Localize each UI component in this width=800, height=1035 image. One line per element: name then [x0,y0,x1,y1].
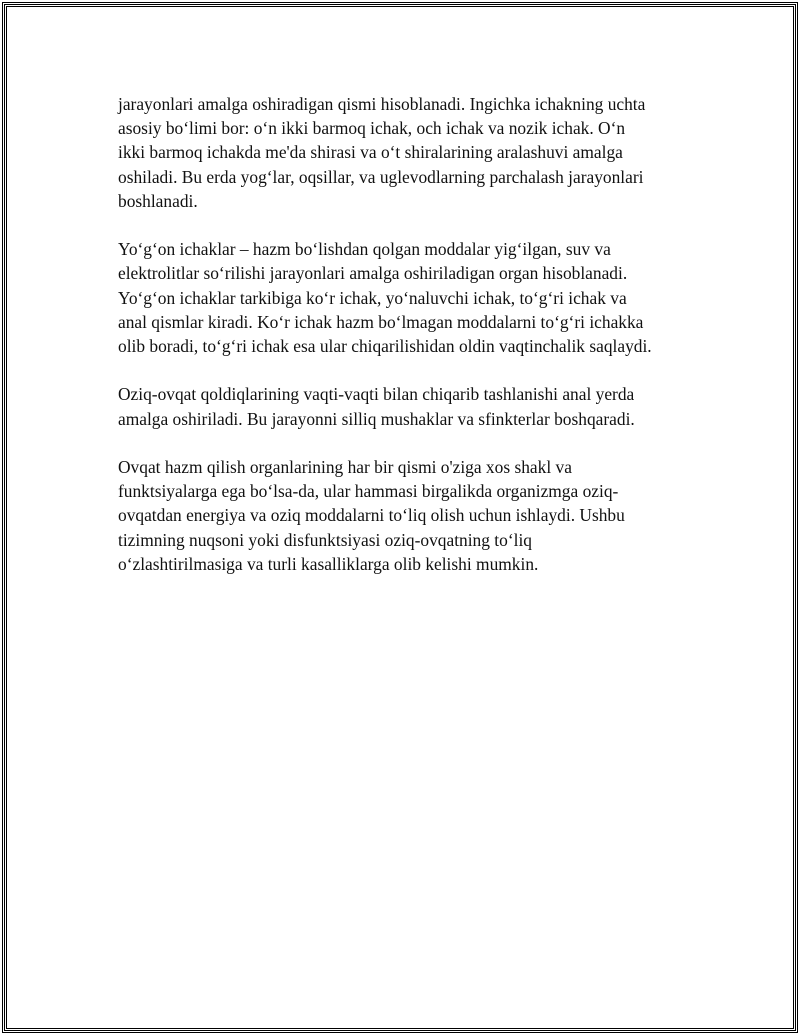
text-line: tizimning nuqsoni yoki disfunktsiyasi oziq-ovqatning to‘liq [118,529,532,550]
text-line: ikki barmoq ichakda me'da shirasi va o‘t shiralarining aralashuvi amalga [118,142,623,163]
text-line: amalga oshiriladi. Bu jarayonni silliq mushaklar va sfinkterlar boshqaradi. [118,408,635,429]
paragraph-small-intestine [118,92,698,213]
text-line: funktsiyalarga ega bo‘lsa-da, ular hammasi birgalikda organizmga oziq- [118,481,619,502]
paragraph-conclusion [118,455,698,576]
paragraph-large-intestine [118,237,698,358]
text-line: Ovqat hazm qilish organlarining har bir qismi o'ziga xos shakl va [118,457,572,477]
text-line: boshlanadi. [118,190,198,211]
text-line: olib boradi, to‘g‘ri ichak esa ular chiqarilishidan oldin vaqtinchalik saqlaydi. [118,336,652,357]
text-line: jarayonlari amalga oshiradigan qismi hisoblanadi. Ingichka ichakning uchta [118,94,646,114]
text-line: ovqatdan energiya va oziq moddalarni to‘liq olish uchun ishlaydi. Ushbu [118,505,625,526]
text-line: anal qismlar kiradi. Ko‘r ichak hazm bo‘lmagan moddalarni to‘g‘ri ichakka [118,311,644,332]
text-line: Yo‘g‘on ichaklar tarkibiga ko‘r ichak, yo‘naluvchi ichak, to‘g‘ri ichak va [118,287,627,308]
paragraph-anal-function [118,382,698,430]
text-line: o‘zlashtirilmasiga va turli kasalliklarga olib kelishi mumkin. [118,553,539,574]
text-line: Yo‘g‘on ichaklar – hazm bo‘lishdan qolgan moddalar yig‘ilgan, suv va [118,239,611,260]
document-body [118,92,698,600]
text-line: elektrolitlar so‘rilishi jarayonlari amalga oshiriladigan organ hisoblanadi. [118,263,628,284]
text-line: oshiladi. Bu erda yog‘lar, oqsillar, va uglevodlarning parchalash jarayonlari [118,166,644,187]
text-line: Oziq-ovqat qoldiqlarining vaqti-vaqti bilan chiqarib tashlanishi anal yerda [118,384,635,405]
text-line: asosiy bo‘limi bor: o‘n ikki barmoq ichak, och ichak va nozik ichak. O‘n [118,118,626,139]
